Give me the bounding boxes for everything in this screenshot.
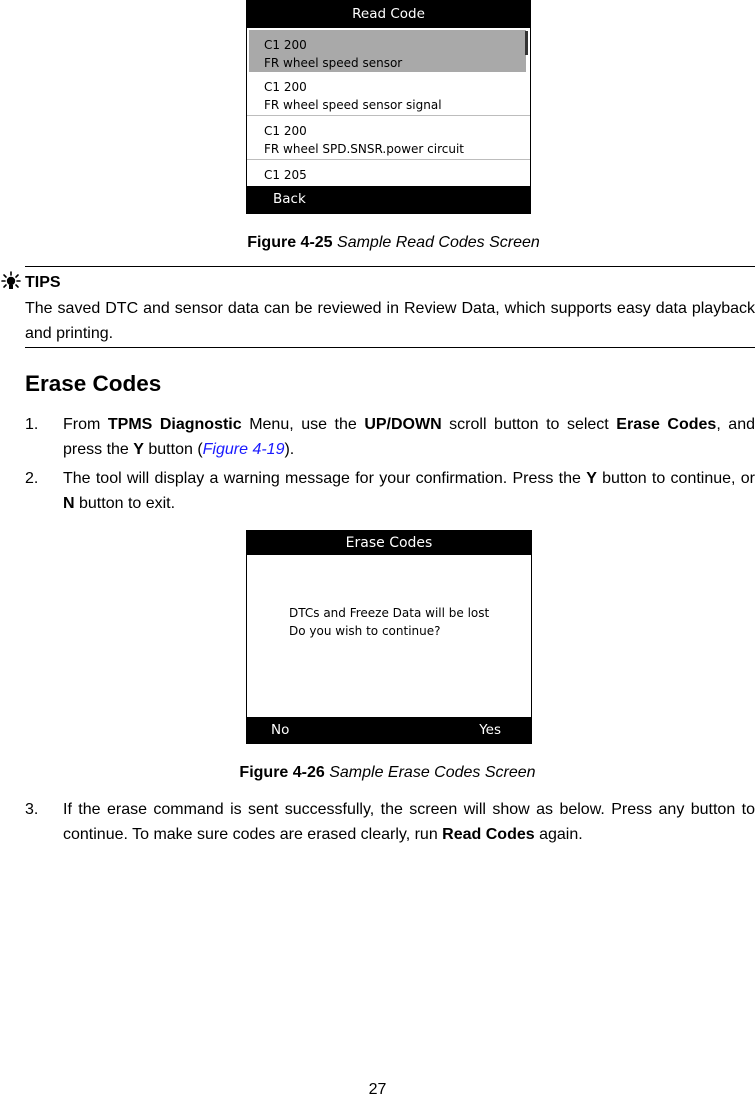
warning-message: [289, 604, 489, 640]
step-text: The tool will display a warning message for your confirmation. Press the Y button to continue, or N button to exit.: [63, 470, 755, 512]
tips-title: TIPS: [25, 274, 61, 291]
step-number: 3.: [25, 801, 39, 818]
figure-link[interactable]: Figure 4-19: [202, 441, 285, 458]
back-button[interactable]: [247, 186, 530, 213]
code-list: [247, 28, 530, 190]
code-item-selected[interactable]: [249, 30, 526, 72]
step-number: 1.: [25, 416, 39, 433]
screen-button-bar: [247, 717, 531, 743]
screen-title: Erase Codes: [247, 531, 531, 555]
code-item[interactable]: [247, 116, 530, 160]
step-1: [25, 412, 755, 462]
code-number: C1 200: [264, 38, 307, 52]
caption-label: Figure 4-26: [239, 764, 325, 781]
read-code-screen: [246, 0, 531, 214]
step-3: [25, 797, 755, 847]
code-item[interactable]: [247, 72, 530, 116]
yes-button[interactable]: Yes: [479, 722, 501, 738]
page-number: 27: [368, 1081, 387, 1098]
figure-caption: [0, 764, 755, 782]
figure-caption: [0, 234, 755, 252]
caption-text: Sample Erase Codes Screen: [329, 764, 536, 781]
tips-bottom-rule: [25, 347, 755, 348]
code-number: C1 205: [264, 168, 307, 182]
step-text: From TPMS Diagnostic Menu, use the UP/DOWN scroll button to select Erase Codes, and press the Y button (Figure 4-19).: [63, 416, 755, 458]
code-number: C1 200: [264, 80, 307, 94]
back-label: Back: [273, 191, 306, 207]
erase-codes-screen: [246, 530, 532, 744]
step-number: 2.: [25, 470, 39, 487]
code-description: FR wheel SPD.SNSR.power circuit: [264, 142, 464, 156]
section-heading: Erase Codes: [25, 371, 162, 396]
step-text: If the erase command is sent successfully, the screen will show as below. Press any button to continue. To make sure codes are erased clearly, run Read Codes again.: [63, 801, 755, 843]
tips-top-rule: [25, 266, 755, 267]
code-description: FR wheel speed sensor signal: [264, 98, 442, 112]
caption-text: Sample Read Codes Screen: [337, 234, 540, 251]
no-button[interactable]: No: [271, 722, 290, 738]
code-description: FR wheel speed sensor: [264, 56, 403, 70]
tips-body: The saved DTC and sensor data can be reviewed in Review Data, which supports easy data playback and printing.: [25, 300, 755, 342]
warning-question: Do you wish to continue?: [289, 624, 441, 638]
warning-line: DTCs and Freeze Data will be lost: [289, 606, 490, 620]
lightbulb-icon: [1, 271, 21, 291]
screen-title: Read Code: [247, 1, 530, 28]
code-number: C1 200: [264, 124, 307, 138]
scrollbar[interactable]: [525, 31, 528, 55]
caption-label: Figure 4-25: [247, 234, 333, 251]
step-2: [25, 466, 755, 516]
